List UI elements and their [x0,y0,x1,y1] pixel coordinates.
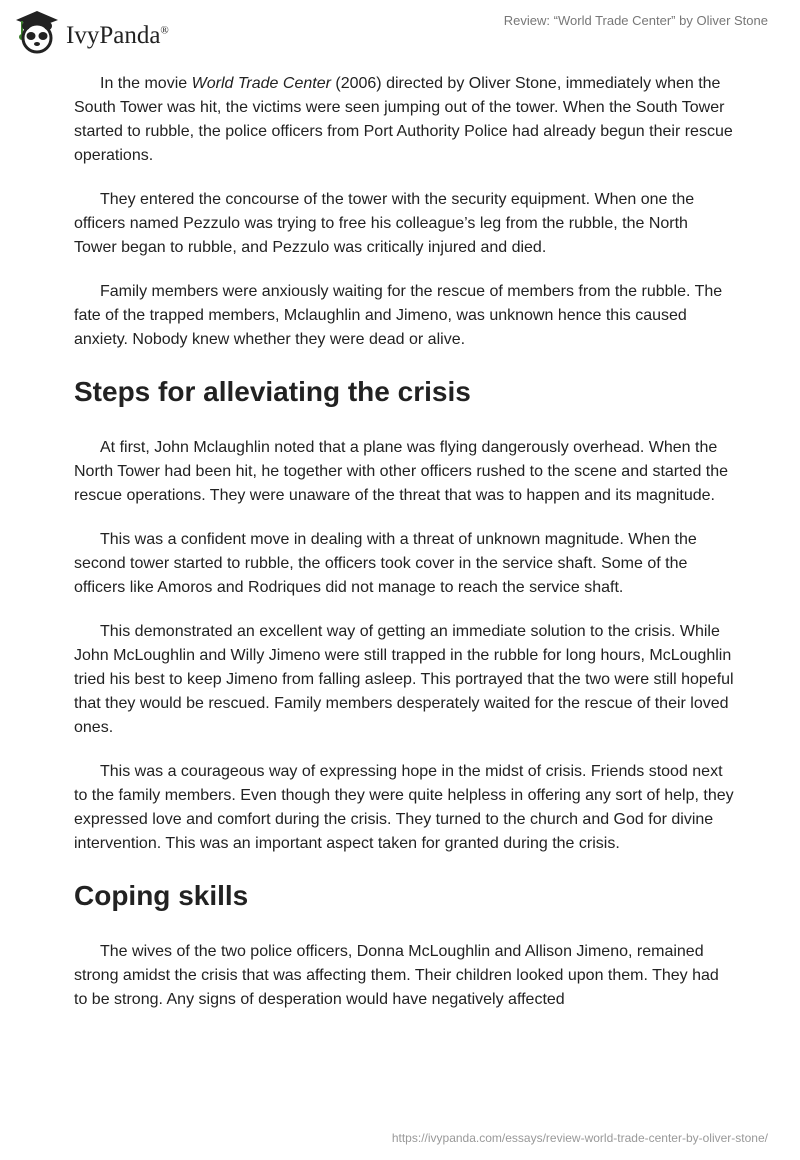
paragraph-text: In the movie [100,75,192,92]
document-title: Review: “World Trade Center” by Oliver Stone [503,13,768,28]
paragraph: This demonstrated an excellent way of getting an immediate solution to the crisis. While John McLoughlin and Willy Jimeno were still trapped in the rubble for long hours, McLoughlin tried his best to keep Jimeno from falling asleep. This portrayed that the two were still hopeful that they would be rescued. Family members desperately waited for the rescue of their loved ones. [74,623,734,736]
section-heading: Coping skills [74,880,249,911]
page-header [0,0,800,60]
logo-text: IvyPanda [66,22,161,49]
registered-mark: ® [160,24,169,37]
ivypanda-logo[interactable] [14,9,169,55]
essay-body [74,72,734,1032]
paragraph: They entered the concourse of the tower with the security equipment. When one the officers named Pezzulo was trying to free his colleague’s leg from the rubble, the North Tower began to rubble, and Pezzulo was critically injured and died. [74,191,695,256]
paragraph-text: (2006) directed by Oliver Stone, immediately when the South Tower was hit, the victims were seen jumping out of the tower. When the South Tower started to rubble, the police officers from Port Authority Police had already begun their rescue operations. [74,75,733,164]
paragraph: This was a confident move in dealing with a threat of unknown magnitude. When the second tower started to rubble, the officers took cover in the service shaft. Some of the officers like Amoros and Rodriques did not manage to reach the service shaft. [74,531,697,596]
paragraph: The wives of the two police officers, Donna McLoughlin and Allison Jimeno, remained strong amidst the crisis that was affecting them. Their children looked upon them. They had to be strong. Any signs of desperation would have negatively affected [74,943,719,1008]
movie-title: World Trade Center [191,75,331,92]
panda-graduate-icon [14,9,60,55]
paragraph: This was a courageous way of expressing hope in the midst of crisis. Friends stood next to the family members. Even though they were quite helpless in offering any sort of help, they expressed love and comfort during the crisis. They turned to the church and God for divine intervention. This was an important aspect taken for granted during the crisis. [74,763,734,852]
source-url[interactable]: https://ivypanda.com/essays/review-world-trade-center-by-oliver-stone/ [391,1131,768,1145]
paragraph [74,72,734,168]
paragraph: At first, John Mclaughlin noted that a plane was flying dangerously overhead. When the North Tower had been hit, he together with other officers rushed to the scene and started the rescue operations. They were unaware of the threat that was to happen and its magnitude. [74,439,729,504]
section-heading: Steps for alleviating the crisis [74,376,471,407]
paragraph: Family members were anxiously waiting for the rescue of members from the rubble. The fate of the trapped members, Mclaughlin and Jimeno, was unknown hence this caused anxiety. Nobody knew whether they were dead or alive. [74,283,723,348]
